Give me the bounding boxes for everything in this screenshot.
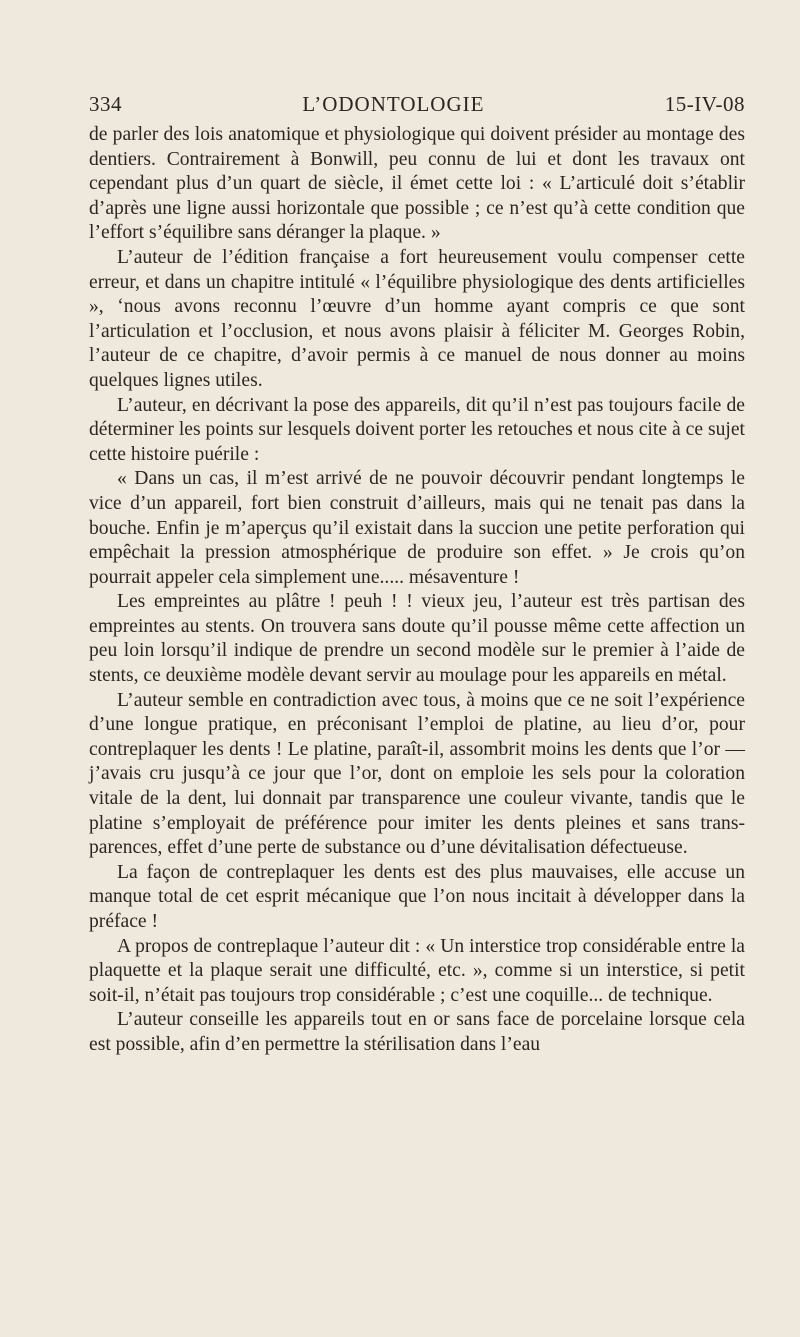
page-number: 334 [89,92,122,116]
paragraph: L’auteur semble en contradiction avec tous, à moins que ce ne soit l’expérience d’une longue pratique, en préconisant l’emploi de platine, au lieu d’or, pour contreplaquer les dents ! Le platine, paraît-il, assombrit moins les dents que l’or — j’avais cru jusqu’à ce jour que l’or, dont on emploie les sels pour la coloration vitale de la dent, lui donnait par transparence une couleur vivante, tandis que le platine s’employait de préférence pour imiter les dents pleines et sans transparences, effet d’une perte de substance ou d’une dévitalisation défectueuse. [89,689,745,859]
journal-title: L’ODONTOLOGIE [302,92,485,116]
paragraph: La façon de contreplaquer les dents est des plus mauvaises, elle accuse un manque total de cet esprit mécanique que l’on nous incitait à développer dans la préface ! [89,861,745,932]
article-body [89,123,745,1058]
issue-date: 15-IV-08 [664,92,745,116]
paragraph: de parler des lois anatomique et physiologique qui doivent présider au montage des dentiers. Contrairement à Bonwill, peu connu de lui et dont les travaux ont cependant plus d’un quart de siècle, il émet cette loi : « L’articulé doit s’établir d’après une ligne aussi horizontale que possible ; ce n’est qu’à cette condition que l’effort s’équilibre sans déranger la plaque. » [89,124,745,244]
paragraph: L’auteur conseille les appareils tout en or sans face de porcelaine lorsque cela est possible, afin d’en permettre la stérilisation dans l’eau [89,1009,745,1055]
paragraph: Les empreintes au plâtre ! peuh ! ! vieux jeu, l’auteur est très partisan des empreintes au stents. On trouvera sans doute qu’il pousse même cette affection un peu loin lorsqu’il indique de prendre un second modèle sur le premier à l’aide de stents, ce deuxième modèle devant servir au moulage pour les appareils en métal. [89,591,745,687]
running-header [89,92,745,117]
paragraph: A propos de contreplaque l’auteur dit : « Un interstice trop considérable entre la plaquette et la plaque serait une difficulté, etc. », comme si un interstice, si petit soit-il, n’était pas toujours trop considérable ; c’est une coquille... de technique. [89,935,745,1006]
paragraph: L’auteur de l’édition française a fort heureusement voulu compenser cette erreur, et dans un chapitre intitulé « l’équilibre physiologique des dents artificielles », ‘nous avons reconnu l’œuvre d’un homme ayant compris ce que sont l’articulation et l’occlusion, et nous avons plaisir à féliciter M. Georges Robin, l’auteur de ce chapitre, d’avoir permis à ce manuel de nous donner au moins quelques lignes utiles. [89,246,745,391]
paragraph: « Dans un cas, il m’est arrivé de ne pouvoir découvrir pendant longtemps le vice d’un appareil, fort bien construit d’ailleurs, mais qui ne tenait pas dans la bouche. Enfin je m’aperçus qu’il existait dans la succion une petite perforation qui empêchait la pression atmosphérique de produire son effet. » Je crois qu’on pourrait appeler cela simplement une..... mésaventure ! [89,468,745,588]
paragraph: L’auteur, en décrivant la pose des appareils, dit qu’il n’est pas toujours facile de déterminer les points sur lesquels doivent porter les retouches et nous cite à ce sujet cette histoire puérile : [89,394,745,465]
